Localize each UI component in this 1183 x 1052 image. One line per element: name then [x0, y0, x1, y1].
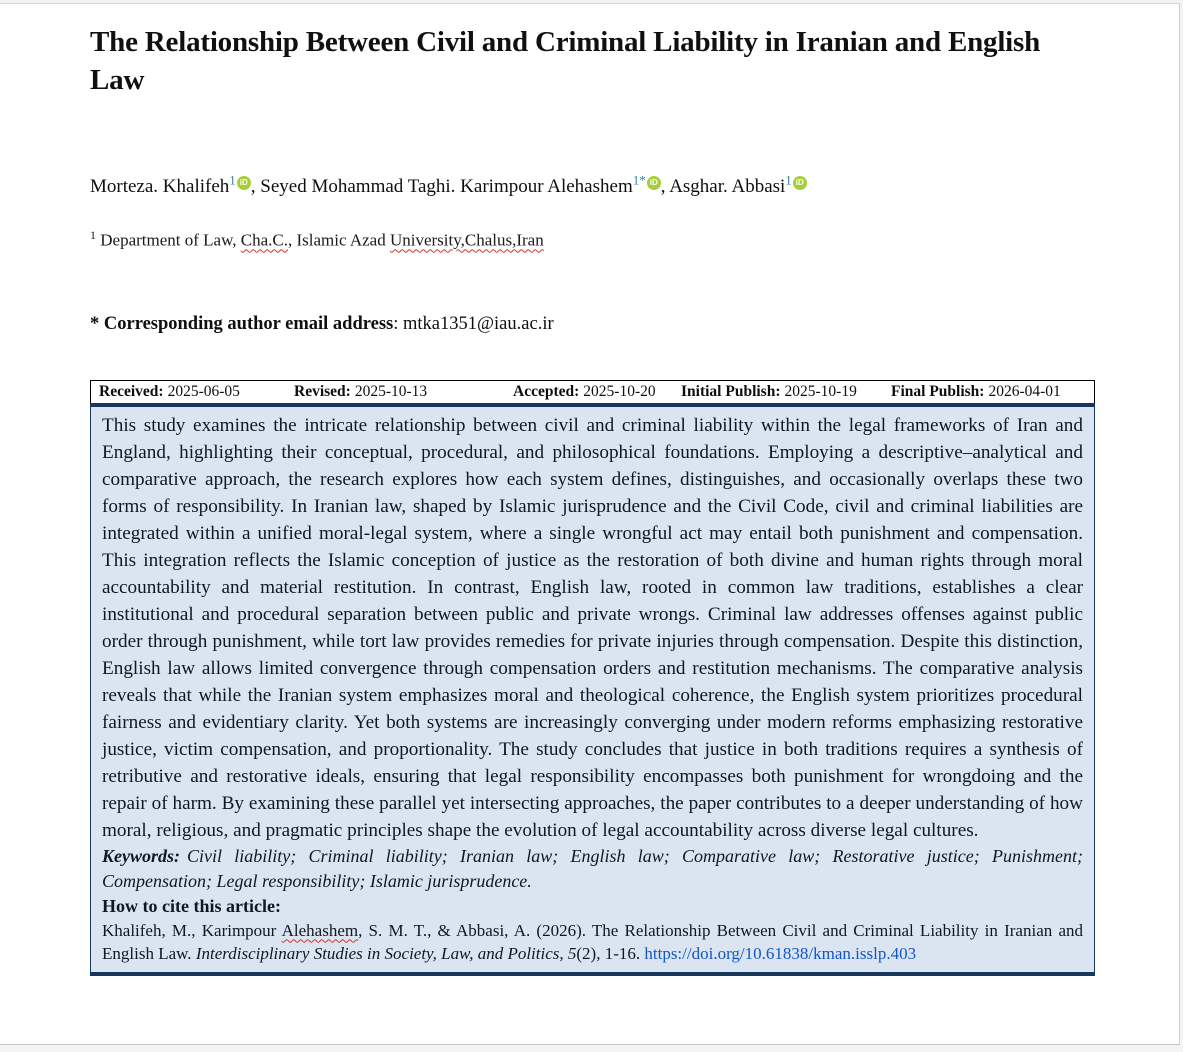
citation-journal-italic: Interdisciplinary Studies in Society, Law, and Politics, 5 [195, 944, 577, 964]
affiliation-line [90, 224, 1095, 252]
author-separator: , [250, 176, 261, 197]
corresponding-author-line [90, 312, 1095, 336]
corresponding-label: * Corresponding author email address [90, 313, 394, 334]
affiliation-text: Department of Law, [96, 230, 241, 250]
affiliation-number: 1 [90, 228, 96, 242]
affiliation-text-misspelled: University,Chalus,Iran [389, 230, 544, 250]
author-affiliation-mark: 1 [785, 172, 792, 188]
date-cell-revised [286, 383, 505, 401]
citation-part-misspelled: Alehashem [281, 920, 359, 940]
date-label: Revised: [294, 382, 351, 400]
paper-title: The Relationship Between Civil and Criminal Liability in Iranian and English Law [90, 26, 1041, 96]
document-page [0, 3, 1180, 1045]
author-name: Asghar. Abbasi [669, 176, 786, 197]
abstract-box [90, 407, 1095, 972]
affiliation-text: , Islamic Azad [288, 230, 390, 250]
date-value: 2025-10-19 [784, 382, 857, 400]
corresponding-email: mtka1351@iau.ac.ir [403, 313, 554, 334]
author-name: Seyed Mohammad Taghi. Karimpour Alehashem [260, 176, 633, 197]
citation-text [102, 919, 1083, 966]
date-label: Received: [99, 382, 164, 400]
keywords-label: Keywords: [102, 845, 180, 866]
orcid-icon[interactable]: iD [237, 176, 251, 190]
page-content [90, 23, 1095, 976]
date-value: 2025-10-13 [354, 382, 428, 400]
citation-part: Khalifeh, M., Karimpour [102, 920, 282, 940]
author-name: Morteza. Khalifeh [90, 176, 230, 197]
keywords-line [102, 844, 1083, 894]
citation-part: (2), 1-16. [576, 944, 645, 964]
date-value: 2026-04-01 [988, 382, 1061, 400]
author-2 [260, 172, 670, 197]
date-cell-final-publish [883, 383, 1094, 401]
keywords-text: Civil liability; Criminal liability; Iranian law; English law; Comparative law; Restorative justice; Punishment; Compensation; Legal responsibility; Islamic jurisprudence. [102, 845, 1083, 891]
corresponding-separator: : [393, 313, 404, 334]
citation-part: , S. M. T., & Abbasi, A. (2026). The Relationship Between Civil and Criminal Liability in Iranian and English Law. [102, 920, 1083, 964]
orcid-icon[interactable]: iD [793, 176, 807, 190]
date-cell-initial-publish [673, 383, 883, 401]
author-affiliation-mark: 1* [632, 172, 646, 188]
author-separator: , [660, 176, 670, 197]
affiliation-text-misspelled: Cha.C. [240, 230, 288, 250]
dates-table [90, 380, 1095, 403]
author-1 [90, 172, 261, 197]
orcid-icon[interactable]: iD [647, 176, 661, 190]
authors-line [90, 172, 1095, 198]
date-cell-accepted [505, 383, 673, 401]
date-value: 2025-10-20 [583, 382, 656, 400]
date-label: Initial Publish: [681, 382, 781, 400]
date-label: Accepted: [513, 382, 580, 400]
doi-link[interactable]: https://doi.org/10.61838/kman.isslp.403 [644, 944, 917, 964]
date-label: Final Publish: [891, 382, 985, 400]
how-to-cite-heading: How to cite this article: [102, 895, 281, 916]
divider-bar-bottom [90, 972, 1095, 976]
author-affiliation-mark: 1 [229, 172, 236, 188]
abstract-text: This study examines the intricate relationship between civil and criminal liability within the legal frameworks of Iran and England, highlighting their conceptual, procedural, and philosophical foundations. Employing a descriptive–analytical and comparative approach, the research explores how each system defines, distinguishes, and occasionally overlaps these two forms of responsibility. In Iranian law, shaped by Islamic jurisprudence and the Civil Code, civil and criminal liabilities are integrated within a unified moral-legal system, where a single wrongful act may entail both punishment and compensation. This integration reflects the Islamic conception of justice as the restoration of both divine and human rights through moral accountability and material restitution. In contrast, English law, rooted in common law traditions, establishes a clear institutional and procedural separation between public and private wrongs. Criminal law addresses offenses against public order through punishment, while tort law provides remedies for private injuries through compensation. Despite this distinction, English law allows limited convergence through compensation orders and restitution mechanisms. The comparative analysis reveals that while the Iranian system emphasizes moral and theological coherence, the English system prioritizes procedural fairness and evidentiary clarity. Yet both systems are increasingly converging under modern reforms emphasizing restorative justice, victim compensation, and proportionality. The study concludes that justice in both traditions requires a synthesis of retributive and restorative ideals, ensuring that legal responsibility encompasses both punishment for wrongdoing and the repair of harm. By examining these parallel yet intersecting approaches, the paper contributes to a deeper understanding of how moral, religious, and pragmatic principles shape the evolution of legal accountability across diverse legal cultures. [102, 414, 1083, 841]
date-value: 2025-06-05 [167, 382, 240, 400]
date-cell-received [91, 383, 286, 401]
author-3 [669, 172, 807, 197]
